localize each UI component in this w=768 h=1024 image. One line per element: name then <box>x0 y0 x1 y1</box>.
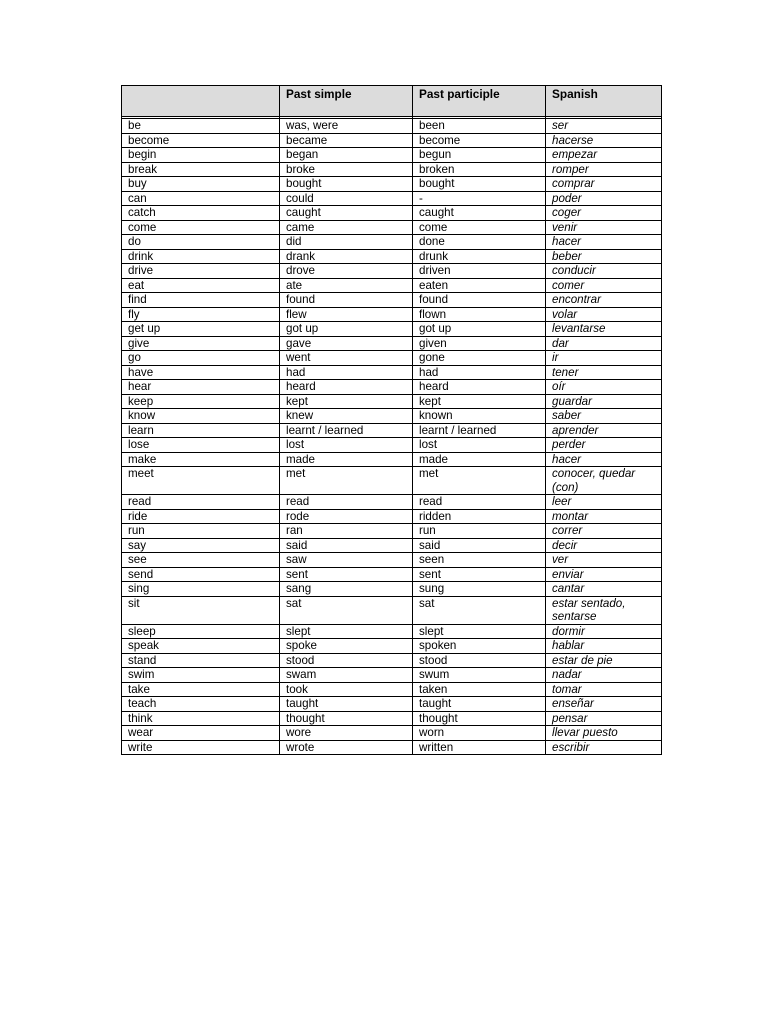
past-simple-cell: found <box>280 293 413 308</box>
past-participle-cell: driven <box>413 264 546 279</box>
table-row <box>122 509 662 524</box>
verb-cell: read <box>122 495 280 510</box>
verb-cell: get up <box>122 322 280 337</box>
table-row <box>122 162 662 177</box>
verb-cell: say <box>122 538 280 553</box>
table-row <box>122 409 662 424</box>
table-row <box>122 235 662 250</box>
past-participle-cell: slept <box>413 624 546 639</box>
past-simple-cell: heard <box>280 380 413 395</box>
header-verb <box>122 86 280 117</box>
table-row <box>122 307 662 322</box>
spanish-cell: ver <box>546 553 662 568</box>
spanish-cell: romper <box>546 162 662 177</box>
spanish-cell: levantarse <box>546 322 662 337</box>
past-participle-cell: come <box>413 220 546 235</box>
past-participle-cell: drunk <box>413 249 546 264</box>
past-simple-cell: ran <box>280 524 413 539</box>
verb-cell: speak <box>122 639 280 654</box>
past-simple-cell: learnt / learned <box>280 423 413 438</box>
table-row <box>122 582 662 597</box>
table-row <box>122 394 662 409</box>
verb-cell: fly <box>122 307 280 322</box>
past-participle-cell: caught <box>413 206 546 221</box>
verb-cell: become <box>122 133 280 148</box>
past-participle-cell: sat <box>413 596 546 624</box>
past-simple-cell: took <box>280 682 413 697</box>
past-participle-cell: - <box>413 191 546 206</box>
past-simple-cell: bought <box>280 177 413 192</box>
spanish-cell: escribir <box>546 740 662 755</box>
verb-cell: buy <box>122 177 280 192</box>
past-simple-cell: drove <box>280 264 413 279</box>
verb-cell: can <box>122 191 280 206</box>
past-participle-cell: swum <box>413 668 546 683</box>
verb-cell: take <box>122 682 280 697</box>
past-participle-cell: kept <box>413 394 546 409</box>
verb-cell: go <box>122 351 280 366</box>
past-simple-cell: thought <box>280 711 413 726</box>
past-participle-cell: gone <box>413 351 546 366</box>
spanish-cell: conocer, quedar (con) <box>546 467 662 495</box>
past-simple-cell: wrote <box>280 740 413 755</box>
past-participle-cell: known <box>413 409 546 424</box>
past-participle-cell: worn <box>413 726 546 741</box>
table-row <box>122 726 662 741</box>
verb-cell: be <box>122 119 280 134</box>
table-row <box>122 206 662 221</box>
table-row <box>122 148 662 163</box>
past-participle-cell: thought <box>413 711 546 726</box>
table-row <box>122 567 662 582</box>
spanish-cell: comer <box>546 278 662 293</box>
past-participle-cell: taught <box>413 697 546 712</box>
table-row <box>122 624 662 639</box>
past-simple-cell: had <box>280 365 413 380</box>
spanish-cell: comprar <box>546 177 662 192</box>
past-simple-cell: wore <box>280 726 413 741</box>
past-simple-cell: sang <box>280 582 413 597</box>
past-simple-cell: got up <box>280 322 413 337</box>
table-row <box>122 336 662 351</box>
verb-cell: stand <box>122 653 280 668</box>
table-row <box>122 438 662 453</box>
past-simple-cell: rode <box>280 509 413 524</box>
spanish-cell: dar <box>546 336 662 351</box>
table-header <box>122 86 662 119</box>
spanish-cell: ir <box>546 351 662 366</box>
table-row <box>122 191 662 206</box>
spanish-cell: beber <box>546 249 662 264</box>
past-participle-cell: done <box>413 235 546 250</box>
past-simple-cell: broke <box>280 162 413 177</box>
header-past-simple: Past simple <box>280 86 413 117</box>
header-row <box>122 86 662 117</box>
table-row <box>122 278 662 293</box>
past-simple-cell: became <box>280 133 413 148</box>
spanish-cell: nadar <box>546 668 662 683</box>
verb-cell: lose <box>122 438 280 453</box>
verb-cell: break <box>122 162 280 177</box>
past-participle-cell: been <box>413 119 546 134</box>
table-row <box>122 596 662 624</box>
past-participle-cell: ridden <box>413 509 546 524</box>
spanish-cell: aprender <box>546 423 662 438</box>
past-simple-cell: spoke <box>280 639 413 654</box>
past-participle-cell: become <box>413 133 546 148</box>
verb-cell: come <box>122 220 280 235</box>
past-simple-cell: knew <box>280 409 413 424</box>
past-simple-cell: went <box>280 351 413 366</box>
spanish-cell: pensar <box>546 711 662 726</box>
table-row <box>122 133 662 148</box>
spanish-cell: empezar <box>546 148 662 163</box>
spanish-cell: estar de pie <box>546 653 662 668</box>
table-row <box>122 524 662 539</box>
spanish-cell: coger <box>546 206 662 221</box>
verb-cell: swim <box>122 668 280 683</box>
past-participle-cell: begun <box>413 148 546 163</box>
past-simple-cell: caught <box>280 206 413 221</box>
verb-cell: see <box>122 553 280 568</box>
spanish-cell: correr <box>546 524 662 539</box>
past-participle-cell: had <box>413 365 546 380</box>
table-row <box>122 682 662 697</box>
spanish-cell: leer <box>546 495 662 510</box>
spanish-cell: oír <box>546 380 662 395</box>
verb-cell: eat <box>122 278 280 293</box>
verb-cell: ride <box>122 509 280 524</box>
past-participle-cell: given <box>413 336 546 351</box>
past-simple-cell: gave <box>280 336 413 351</box>
past-simple-cell: lost <box>280 438 413 453</box>
past-simple-cell: could <box>280 191 413 206</box>
verb-cell: teach <box>122 697 280 712</box>
spanish-cell: hablar <box>546 639 662 654</box>
table-row <box>122 380 662 395</box>
verb-cell: have <box>122 365 280 380</box>
past-participle-cell: stood <box>413 653 546 668</box>
table-row <box>122 711 662 726</box>
table-row <box>122 668 662 683</box>
table-row <box>122 452 662 467</box>
past-participle-cell: bought <box>413 177 546 192</box>
spanish-cell: estar sentado, sentarse <box>546 596 662 624</box>
verb-cell: wear <box>122 726 280 741</box>
spanish-cell: poder <box>546 191 662 206</box>
verb-cell: think <box>122 711 280 726</box>
spanish-cell: hacerse <box>546 133 662 148</box>
table-row <box>122 249 662 264</box>
past-simple-cell: did <box>280 235 413 250</box>
past-participle-cell: made <box>413 452 546 467</box>
spanish-cell: perder <box>546 438 662 453</box>
past-participle-cell: said <box>413 538 546 553</box>
past-participle-cell: written <box>413 740 546 755</box>
verb-cell: begin <box>122 148 280 163</box>
spanish-cell: volar <box>546 307 662 322</box>
header-spanish: Spanish <box>546 86 662 117</box>
past-simple-cell: was, were <box>280 119 413 134</box>
past-simple-cell: said <box>280 538 413 553</box>
verb-cell: sit <box>122 596 280 624</box>
past-participle-cell: read <box>413 495 546 510</box>
past-simple-cell: slept <box>280 624 413 639</box>
past-participle-cell: learnt / learned <box>413 423 546 438</box>
spanish-cell: saber <box>546 409 662 424</box>
spanish-cell: decir <box>546 538 662 553</box>
spanish-cell: ser <box>546 119 662 134</box>
table-row <box>122 293 662 308</box>
spanish-cell: montar <box>546 509 662 524</box>
spanish-cell: tomar <box>546 682 662 697</box>
spanish-cell: encontrar <box>546 293 662 308</box>
spanish-cell: enviar <box>546 567 662 582</box>
past-simple-cell: made <box>280 452 413 467</box>
verb-cell: keep <box>122 394 280 409</box>
spanish-cell: hacer <box>546 235 662 250</box>
table-row <box>122 119 662 134</box>
table-row <box>122 639 662 654</box>
table-row <box>122 740 662 755</box>
past-participle-cell: taken <box>413 682 546 697</box>
verb-cell: run <box>122 524 280 539</box>
past-simple-cell: ate <box>280 278 413 293</box>
past-participle-cell: met <box>413 467 546 495</box>
past-simple-cell: kept <box>280 394 413 409</box>
verb-cell: know <box>122 409 280 424</box>
table-body <box>122 119 662 755</box>
header-past-participle: Past participle <box>413 86 546 117</box>
past-simple-cell: met <box>280 467 413 495</box>
table-row <box>122 467 662 495</box>
table-row <box>122 653 662 668</box>
past-simple-cell: swam <box>280 668 413 683</box>
verb-cell: catch <box>122 206 280 221</box>
spanish-cell: venir <box>546 220 662 235</box>
past-participle-cell: lost <box>413 438 546 453</box>
past-simple-cell: sat <box>280 596 413 624</box>
spanish-cell: llevar puesto <box>546 726 662 741</box>
verb-cell: hear <box>122 380 280 395</box>
past-simple-cell: stood <box>280 653 413 668</box>
past-simple-cell: flew <box>280 307 413 322</box>
past-simple-cell: taught <box>280 697 413 712</box>
table-row <box>122 365 662 380</box>
spanish-cell: tener <box>546 365 662 380</box>
past-simple-cell: saw <box>280 553 413 568</box>
past-participle-cell: seen <box>413 553 546 568</box>
verb-cell: do <box>122 235 280 250</box>
past-simple-cell: came <box>280 220 413 235</box>
verb-cell: make <box>122 452 280 467</box>
table-row <box>122 220 662 235</box>
verb-cell: learn <box>122 423 280 438</box>
past-participle-cell: sung <box>413 582 546 597</box>
spanish-cell: hacer <box>546 452 662 467</box>
past-participle-cell: heard <box>413 380 546 395</box>
table-row <box>122 697 662 712</box>
verb-cell: drive <box>122 264 280 279</box>
past-simple-cell: began <box>280 148 413 163</box>
past-simple-cell: drank <box>280 249 413 264</box>
past-participle-cell: got up <box>413 322 546 337</box>
past-participle-cell: eaten <box>413 278 546 293</box>
past-participle-cell: sent <box>413 567 546 582</box>
table-row <box>122 264 662 279</box>
past-simple-cell: sent <box>280 567 413 582</box>
verb-cell: sleep <box>122 624 280 639</box>
spanish-cell: cantar <box>546 582 662 597</box>
table-row <box>122 553 662 568</box>
table-row <box>122 177 662 192</box>
spanish-cell: dormir <box>546 624 662 639</box>
verb-cell: give <box>122 336 280 351</box>
table-row <box>122 351 662 366</box>
past-participle-cell: flown <box>413 307 546 322</box>
irregular-verbs-table <box>121 85 662 755</box>
past-participle-cell: broken <box>413 162 546 177</box>
spanish-cell: guardar <box>546 394 662 409</box>
spanish-cell: enseñar <box>546 697 662 712</box>
past-participle-cell: run <box>413 524 546 539</box>
past-participle-cell: spoken <box>413 639 546 654</box>
verb-cell: sing <box>122 582 280 597</box>
verb-cell: meet <box>122 467 280 495</box>
table-row <box>122 322 662 337</box>
past-participle-cell: found <box>413 293 546 308</box>
verb-cell: drink <box>122 249 280 264</box>
verb-cell: write <box>122 740 280 755</box>
table-row <box>122 423 662 438</box>
table-row <box>122 495 662 510</box>
table-row <box>122 538 662 553</box>
verb-cell: find <box>122 293 280 308</box>
spanish-cell: conducir <box>546 264 662 279</box>
verb-cell: send <box>122 567 280 582</box>
past-simple-cell: read <box>280 495 413 510</box>
